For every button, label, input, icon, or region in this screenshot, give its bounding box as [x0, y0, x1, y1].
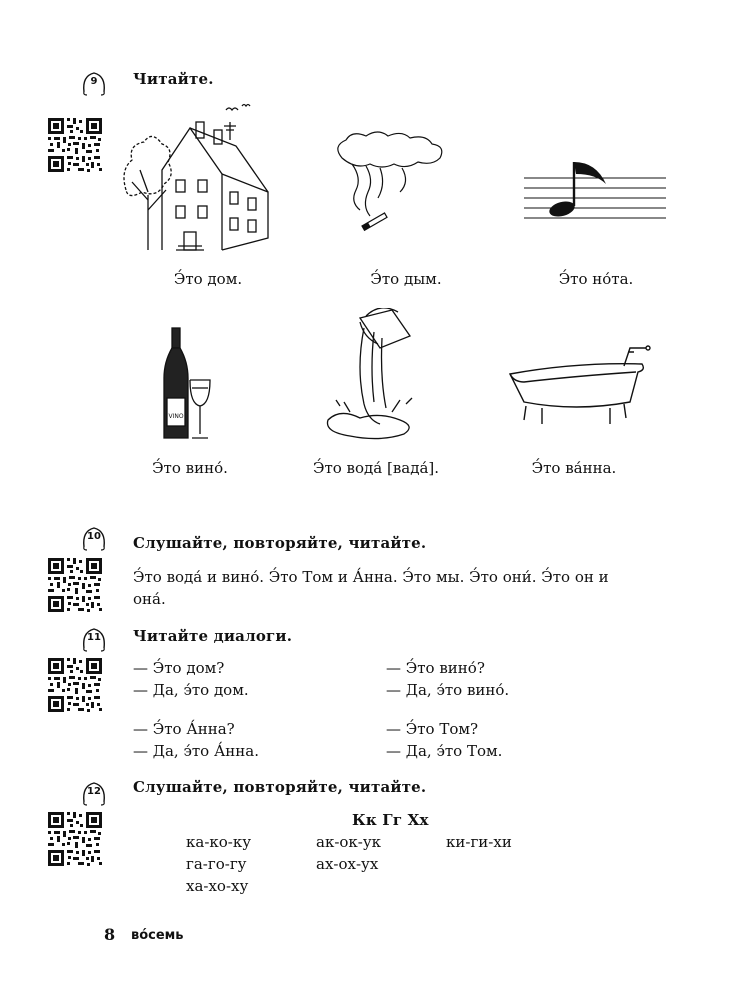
caption: Э́то ва́нна. [531, 459, 617, 477]
exercise-number: 10 [87, 531, 101, 542]
music-note-illustration [520, 158, 668, 224]
caption: Э́то вино́. [152, 459, 228, 477]
text-line: Э́то вода́ и вино́. Э́то Том и А́нна. Э́то мы. Э́то они́. Э́то он и [133, 568, 609, 586]
bathtub-illustration [506, 340, 656, 434]
syllable-group: ки-ги-хи [446, 833, 512, 851]
exercise-number-badge [81, 70, 107, 96]
caption: Э́то дым. [370, 270, 442, 288]
smoke-illustration [322, 128, 462, 246]
caption: Э́то но́та. [558, 270, 634, 288]
caption: Э́то дом. [173, 270, 243, 288]
syllable-group: ка-ко-ку [186, 833, 252, 851]
qr-code[interactable] [46, 810, 104, 868]
bottle-label: VINO [168, 413, 184, 420]
qr-code[interactable] [46, 116, 104, 174]
syllable-group: ха-хо-ху [186, 877, 249, 895]
page-number-word: во́семь [131, 928, 184, 943]
dialog-line: — Да, э́то А́нна. [133, 742, 260, 760]
exercise-title: Слушайте, повторяйте, читайте. [133, 778, 427, 796]
qr-code[interactable] [46, 556, 104, 614]
text-line: она́. [133, 590, 166, 608]
exercise-title: Читайте диалоги. [133, 627, 293, 645]
exercise-title: Слушайте, повторяйте, читайте. [133, 534, 427, 552]
exercise-number-badge [81, 780, 107, 806]
exercise-number: 9 [90, 76, 98, 87]
dialog-line: — Э́то Том? [386, 720, 479, 738]
qr-code[interactable] [46, 656, 104, 714]
water-pouring-illustration [320, 308, 420, 444]
dialog-line: — Да, э́то Том. [386, 742, 503, 760]
exercise-title: Читайте. [133, 70, 214, 88]
exercise-number-badge [81, 525, 107, 551]
dialog-line: — Э́то вино́? [386, 659, 485, 677]
house-illustration [118, 100, 278, 258]
dialog-line: — Э́то дом? [133, 659, 225, 677]
exercise-number: 12 [87, 786, 101, 797]
syllable-group: ах-ох-ух [316, 855, 379, 873]
caption: Э́то вода́ [вада́]. [312, 459, 440, 477]
syllable-group: га-го-гу [186, 855, 247, 873]
syllable-group: ак-ок-ук [316, 833, 382, 851]
page-number: 8 [104, 925, 116, 944]
letters-heading: Кк Гг Хх [352, 811, 429, 829]
dialog-line: — Э́то А́нна? [133, 720, 235, 738]
exercise-number: 11 [87, 632, 101, 643]
wine-illustration [158, 326, 218, 444]
exercise-number-badge [81, 626, 107, 652]
dialog-line: — Да, э́то дом. [133, 681, 249, 699]
dialog-line: — Да, э́то вино́. [386, 681, 510, 699]
